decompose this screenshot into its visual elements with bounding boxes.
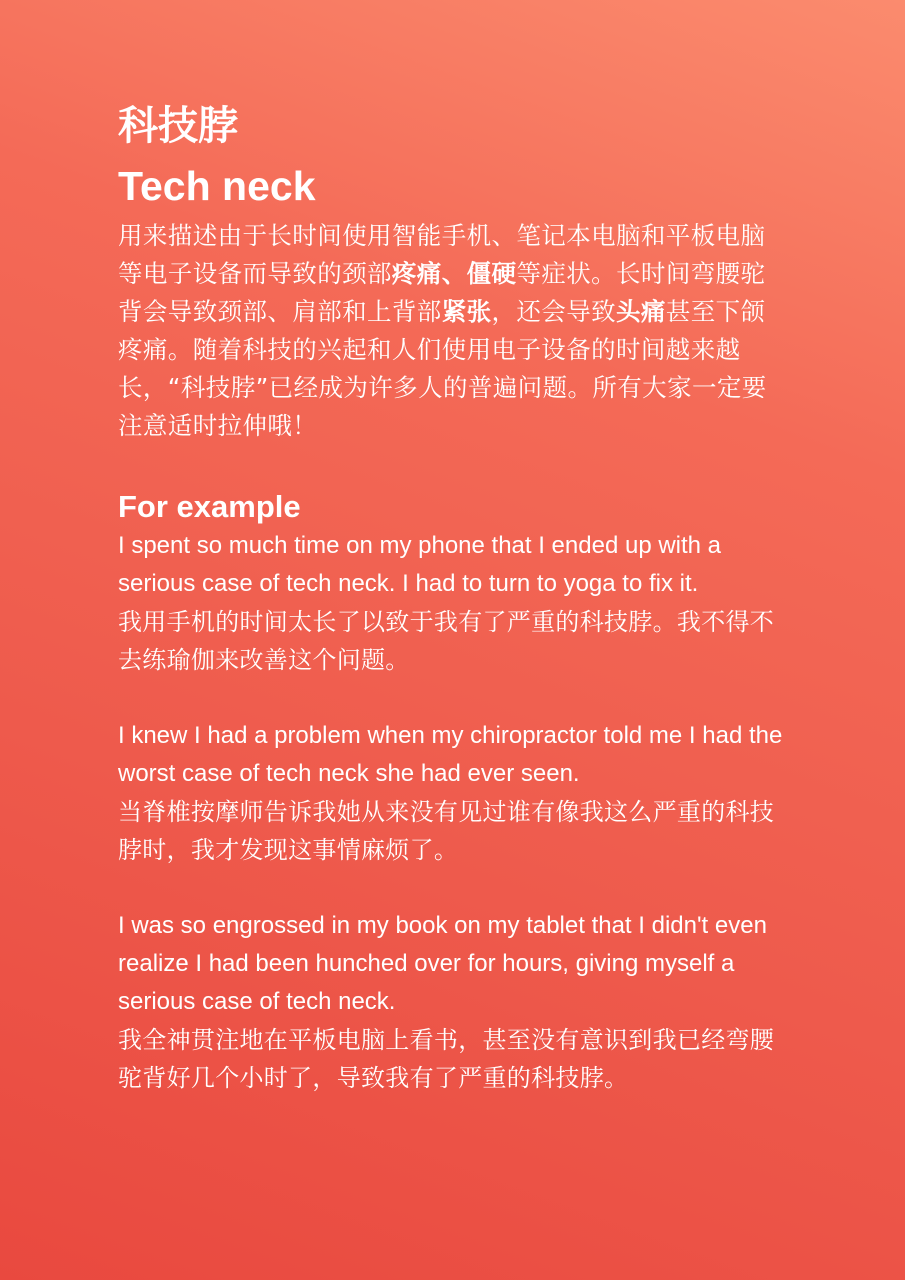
content-page: [118, 100, 788, 1097]
example-heading: For example: [118, 489, 301, 524]
example-block: [118, 527, 788, 679]
example-english: I spent so much time on my phone that I ended up with a serious case of tech neck. I had to turn to yoga to fix it.: [118, 532, 722, 597]
definition-bold-separator: 、: [441, 259, 467, 288]
example-block: [118, 907, 788, 1097]
definition-bold-term: 僵硬: [466, 259, 517, 288]
definition-text: ，还会导致: [491, 297, 617, 326]
definition-text: 用来描述由于长时间使用智能手机、笔记本电脑和平板电脑等电子设备而导致的颈部: [118, 221, 766, 288]
definition-text: 等症状。长时间弯腰驼背会导致颈部、肩部和上背部: [118, 259, 766, 326]
definition-paragraph: [118, 217, 788, 445]
example-chinese: 我全神贯注地在平板电脑上看书，甚至没有意识到我已经弯腰驼背好几个小时了，导致我有了严重的科技脖。: [118, 1026, 775, 1092]
example-chinese: 我用手机的时间太长了以致于我有了严重的科技脖。我不得不去练瑜伽来改善这个问题。: [118, 608, 775, 674]
title-chinese: 科技脖: [118, 103, 238, 149]
definition-bold-term: 紧张: [441, 297, 492, 326]
example-block: [118, 717, 788, 869]
example-english: I was so engrossed in my book on my tablet that I didn't even realize I had been hunched over for hours, giving myself a serious case of tech neck.: [118, 912, 767, 1015]
example-english: I knew I had a problem when my chiropractor told me I had the worst case of tech neck she had ever seen.: [118, 722, 783, 787]
title-english: Tech neck: [118, 163, 316, 209]
example-chinese: 当脊椎按摩师告诉我她从来没有见过谁有像我这么严重的科技脖时，我才发现这事情麻烦了。: [118, 798, 775, 864]
definition-bold-term: 疼痛: [391, 259, 442, 288]
definition-text: 甚至下颌疼痛。随着科技的兴起和人们使用电子设备的时间越来越长，“科技脖”已经成为许多人的普遍问题。所有大家一定要注意适时拉伸哦！: [118, 297, 767, 440]
definition-bold-term: 头痛: [616, 297, 666, 326]
